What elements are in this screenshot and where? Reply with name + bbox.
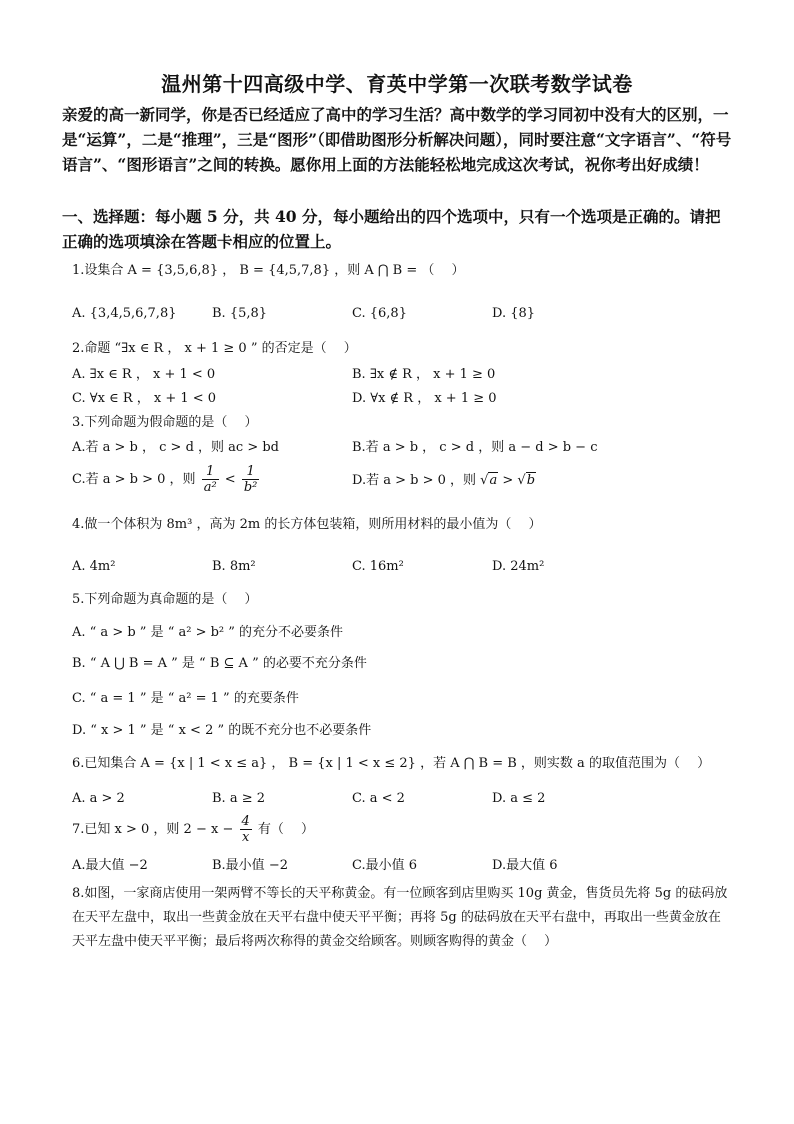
question-4-option-c: C. 16m² [352,559,404,574]
question-3-option-a: A.若 a > b ， c > d ，则 ac > bd [72,440,280,455]
question-2-option-a: A. ∃x ∈ R ， x + 1 < 0 [72,367,216,382]
question-6-stem: 6.已知集合 A = {x | 1 < x ≤ a} ， B = {x | 1 < x ≤ 2} ，若 A ⋂ B = B ，则实数 a 的取值范围为（ ） [72,756,711,771]
question-7-option-d: D.最大值 6 [492,858,558,873]
exam-title: 温州第十四高级中学、育英中学第一次联考数学试卷 [161,72,633,96]
question-2-stem: 2.命题 “∃x ∈ R ， x + 1 ≥ 0 ” 的否定是（ ） [72,341,357,356]
fraction-denominator: b² [243,480,258,495]
relation-symbol: < [224,472,236,487]
question-3-stem: 3.下列命题为假命题的是（ ） [72,415,258,430]
fraction-numerator: 4 [241,814,250,829]
question-7-stem-pre: 7.已知 x > 0 ，则 2 − x − [72,822,234,837]
question-1-stem: 1.设集合 A = {3,5,6,8} ， B = {4,5,7,8} ，则 A ⋂ B = （ ） [72,263,465,278]
fraction-denominator: x [241,830,250,845]
question-3-option-d [352,472,536,490]
question-2-option-c: C. ∀x ∈ R ， x + 1 < 0 [72,391,217,406]
intro-paragraph: 亲爱的高一新同学，你是否已经适应了高中的学习生活？高中数学的学习同初中没有大的区别，一是“运算”，二是“推理”，三是“图形”（即借助图形分析解决问题），同时要注意“文字语言”、“符号语言”、“图形语言”之间的转换。愿你用上面的方法能轻松地完成这次考试，祝你考出好成绩！ [62,105,732,174]
question-6-option-a: A. a > 2 [72,791,125,806]
question-7-option-c: C.最小值 6 [352,858,418,873]
question-8-stem: 8.如图，一家商店使用一架两臂不等长的天平称黄金。有一位顾客到店里购买 10g 黄金，售货员先将 5g 的砝码放在天平左盘中，取出一些黄金放在天平右盘中使天平平衡；再将 5g 的砝码放在天平右盘中，再取出一些黄金放在天平左盘中使天平平衡；最后将两次称得的黄金交给顾客。则顾客购得的黄金（ ） [72,886,728,949]
question-5-option-c: C. “ a = 1 ” 是 “ a² = 1 ” 的充要条件 [72,691,299,706]
question-4-option-a: A. 4m² [72,559,116,574]
question-7-stem [72,814,314,845]
fraction [202,464,219,495]
fraction [242,464,260,495]
question-4-stem: 4.做一个体积为 8m³ ，高为 2m 的长方体包装箱，则所用材料的最小值为（ ） [72,517,542,532]
question-7-option-a: A.最大值 −2 [72,858,148,873]
question-7-option-b: B.最小值 −2 [212,858,288,873]
sqrt-radicand: b [526,473,536,488]
question-1-option-d: D. {8} [492,306,536,321]
question-5-option-d: D. “ x > 1 ” 是 “ x < 2 ” 的既不充分也不必要条件 [72,723,372,738]
question-1-option-a: A. {3,4,5,6,7,8} [72,306,177,321]
question-1-option-b: B. {5,8} [212,306,268,321]
fraction [240,814,252,845]
question-5-stem: 5.下列命题为真命题的是（ ） [72,592,258,607]
sqrt-sign: √ [480,473,489,488]
sqrt-radicand: a [489,473,498,488]
question-2-option-d: D. ∀x ∉ R ， x + 1 ≥ 0 [352,391,497,406]
question-4-option-d: D. 24m² [492,559,545,574]
section-heading: 一、选择题：每小题 5 分，共 40 分，每小题给出的四个选项中，只有一个选项是正确的。请把正确的选项填涂在答题卡相应的位置上。 [62,207,721,251]
fraction-numerator: 1 [202,464,219,480]
question-3-option-c [72,464,261,495]
question-5-option-b: B. “ A ⋃ B = A ” 是 “ B ⊆ A ” 的必要不充分条件 [72,656,367,671]
question-7-stem-post: 有（ ） [257,822,315,837]
fraction-numerator: 1 [242,464,260,480]
question-1-option-c: C. {6,8} [352,306,407,321]
question-6-option-c: C. a < 2 [352,791,405,806]
fraction-denominator: a² [203,480,217,495]
sqrt-sign: √ [517,473,526,488]
question-6-option-b: B. a ≥ 2 [212,791,265,806]
relation-symbol: > [502,473,514,488]
question-2-option-b: B. ∃x ∉ R ， x + 1 ≥ 0 [352,367,496,382]
question-3-option-c-text: C.若 a > b > 0 ，则 [72,472,196,487]
question-3-option-d-text: D.若 a > b > 0 ，则 [352,473,477,488]
question-3-option-b: B.若 a > b ， c > d ，则 a − d > b − c [352,440,598,455]
question-4-option-b: B. 8m² [212,559,256,574]
question-5-option-a: A. “ a > b ” 是 “ a² > b² ” 的充分不必要条件 [72,625,344,640]
question-6-option-d: D. a ≤ 2 [492,791,546,806]
